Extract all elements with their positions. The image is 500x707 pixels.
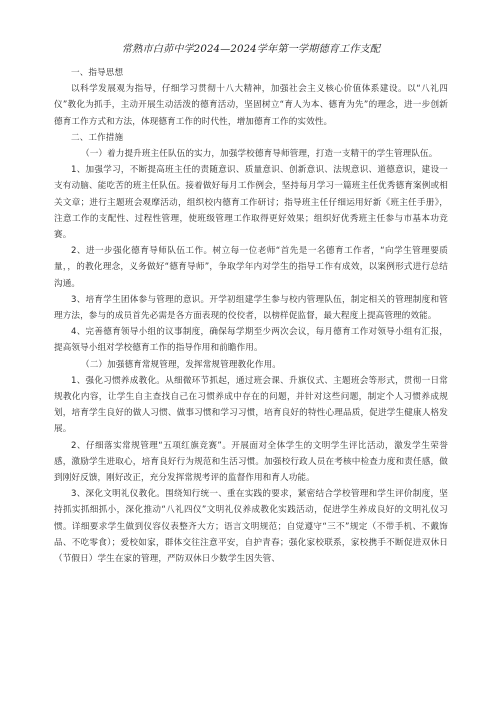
section-heading-2: 二、工作措施: [71, 132, 124, 143]
measure-2-heading: （二）加强德育常规管理，发挥常规管理教化作用。: [81, 359, 281, 370]
measure-1-heading: （一）着力提升班主任队伍的实力，加强学校德育导师管理，打造一支精干的学生管理队伍。: [81, 149, 438, 160]
measure-1-item-4: 4、完善德育领导小组的议事制度，确保每学期至少两次会议，每月德育工作对领导小组有汇报，提高领导小组对学校德育工作的指导作用和前瞻作用。: [54, 327, 448, 354]
measure-2-item-1: 1、强化习惯养成教化。从细微环节抓起，通过班会课、升旗仪式、主题班会等形式，贯彻一日常规教化内容，让学生自主查找自己在习惯养成中存在的问题，并针对这些问题，制定个人习惯养成规划，培育学生良好的做人习惯、做事习惯和学习习惯，培育良好的特性心理品质，促进学生健康人格发展。: [54, 375, 448, 435]
measure-1-item-2: 2、进一步强化德育导师队伍工作。树立每一位老师“首先是一名德育工作者，“向学生管理要质量，，的教化理念，义务做好“德育导师”，争取学年内对学生的指导工作有成效，以案例形式进行总结沟通。: [54, 246, 448, 289]
measure-2-item-2: 2、仔细落实常规管理“五项红旗竞赛”。开展面对全体学生的文明学生评比活动，激发学生荣誉感，激励学生进取心，培育良好行为规范和生活习惯。加强校行政人员在考核中检查力度和责任感，做到刚好反馈，刚好改正，充分发挥常规考评的监督作用和育人功能。: [54, 440, 448, 484]
document-body: [54, 65, 448, 567]
measure-1-item-3: 3、培育学生团体参与管理的意识。开学初组建学生参与校内管理队伍，制定相关的管理制度和管理方法，参与的成员首先必需是各方面表现的佼佼者，以榜样促监督，最大程度上提高管理的效能。: [54, 294, 448, 322]
measure-2-item-3: 3、深化文明礼仪教化。围绕知行统一、重在实践的要求，紧密结合学校管理和学生评价制度，坚持抓实抓细抓小，深化推动“八礼四仪”文明礼仪养成教化实践活动，促进学生养成良好的文明礼仪习惯。详细要求学生做到仪容仪表整齐大方；语言文明规范；自觉遵守“三不”规定（不带手机、不戴饰品、不吃零食）；爱校如家，群体交往注意平安，自护青春；强化家校联系，家校携手不断促进双休日（节假日）学生在家的管理，严防双休日少数学生因失管、: [54, 489, 448, 565]
document-title: 常熟市白茆中学2024—2024学年第一学期德育工作支配: [121, 44, 381, 55]
measure-1-item-1: 1、加强学习，不断提高班主任的责随意识、质量意识、创新意识、法规意识、道德意识，建设一支有动脑、能吃苦的班主任队伍。接着做好每月工作例会，坚持每月学习一篇班主任优秀德育案例或相关文章；进行主题班会观摩活动，组织校内德育工作研讨；指导班主任仔细运用好新《班主任手册》，注意工作的支配性、过程性管理，使班级管理工作取得更好效果；组织好优秀班主任参与市基本功竞赛。: [54, 165, 448, 241]
guiding-paragraph: 以科学发展观为指导，仔细学习贯彻十八大精神，加强社会主义核心价值体系建设。以“八礼四仪”教化为抓手，主动开展生动活泼的德育活动，坚固树立“育人为本、德育为先”的理念，进一步创新德育工作方式和方法，体现德育工作的时代性，增加德育工作的实效性。: [54, 84, 448, 127]
section-heading-1: 一、指导思想: [71, 68, 124, 78]
